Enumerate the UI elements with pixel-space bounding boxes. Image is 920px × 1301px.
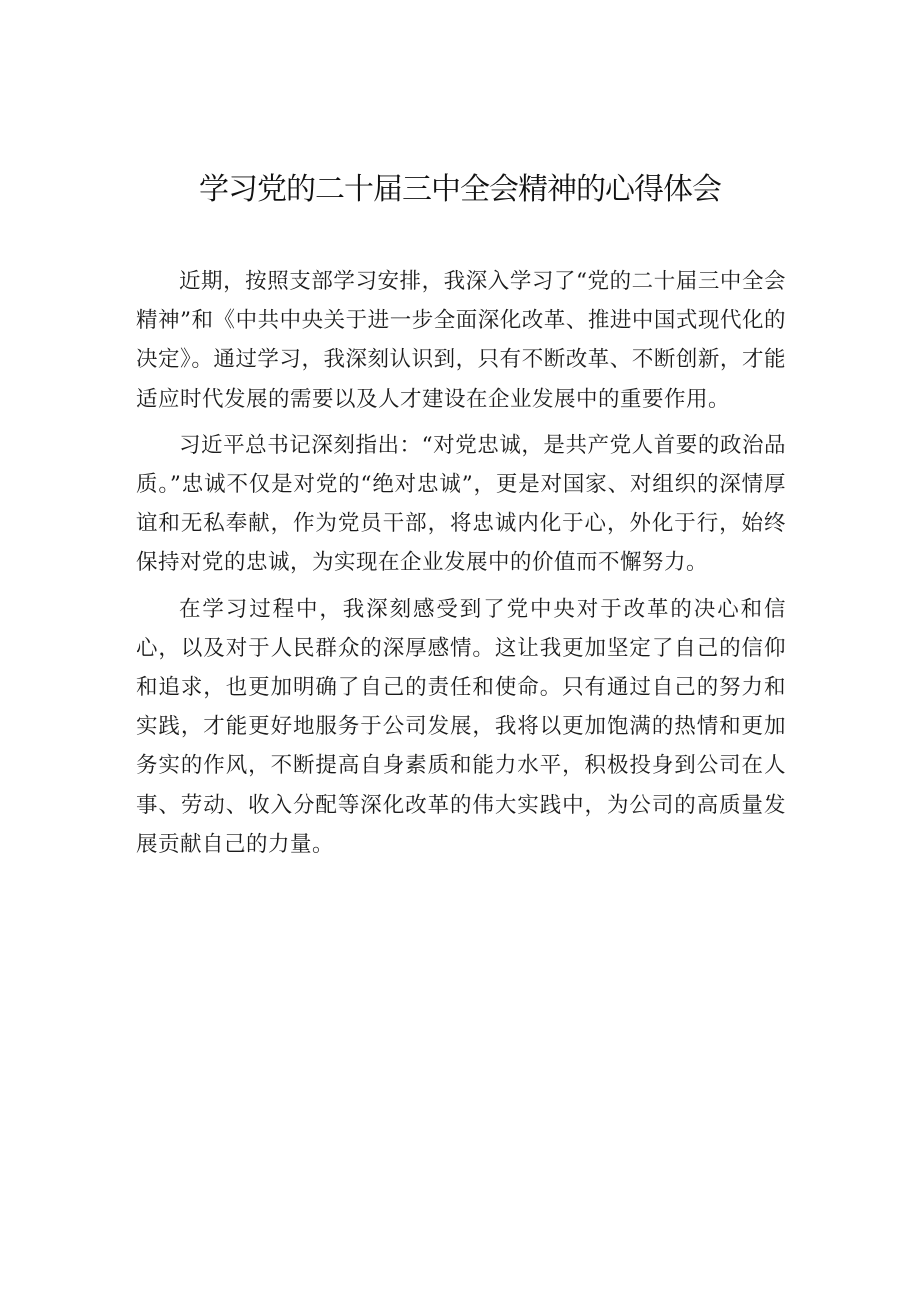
paragraph-2: 习近平总书记深刻指出：“对党忠诚，是共产党人首要的政治品质。”忠诚不仅是对党的“绝对忠诚”，更是对国家、对组织的深情厚谊和无私奉献，作为党员干部，将忠诚内化于心，外化于行，始终保持对党的忠诚，为实现在企业发展中的价值而不懈努力。: [136, 432, 786, 576]
paragraph-3: 在学习过程中，我深刻感受到了党中央对于改革的决心和信心，以及对于人民群众的深厚感情。这让我更加坚定了自己的信仰和追求，也更加明确了自己的责任和使命。只有通过自己的努力和实践，才能更好地服务于公司发展，我将以更加饱满的热情和更加务实的作风，不断提高自身素质和能力水平，积极投身到公司在人事、劳动、收入分配等深化改革的伟大实践中，为公司的高质量发展贡献自己的力量。: [136, 596, 786, 857]
document-body: [136, 262, 786, 864]
paragraph-1: 近期，按照支部学习安排，我深入学习了“党的二十届三中全会精神”和《中共中央关于进一步全面深化改革、推进中国式现代化的决定》。通过学习，我深刻认识到，只有不断改革、不断创新，才能适应时代发展的需要以及人才建设在企业发展中的重要作用。: [136, 269, 786, 412]
document-title: 学习党的二十届三中全会精神的心得体会: [199, 172, 721, 207]
